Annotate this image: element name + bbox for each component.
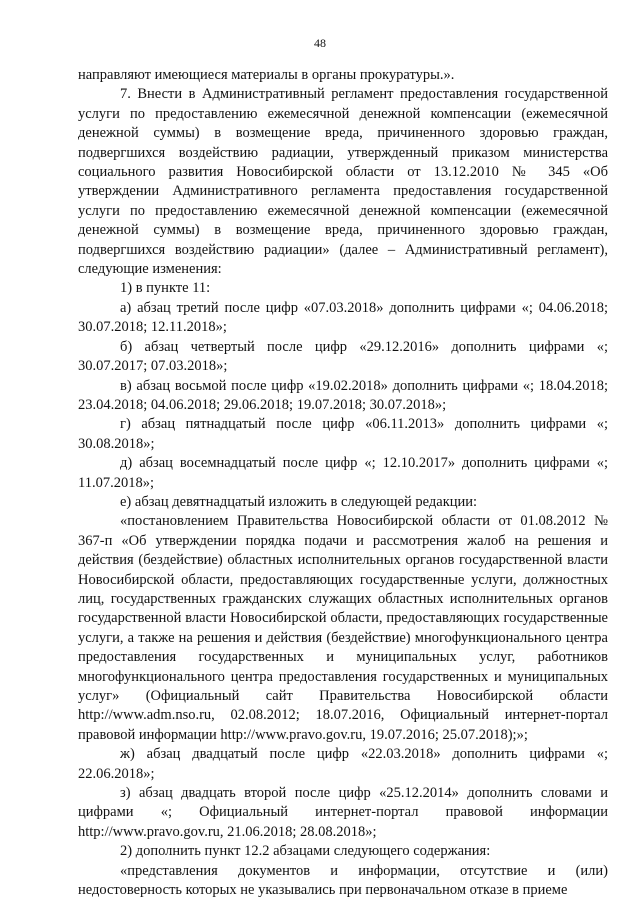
paragraph-subitem-1zh: ж) абзац двадцатый после цифр «22.03.2018» дополнить цифрами «; 22.06.2018»; [78,746,608,782]
paragraph-quoted-decree: «постановлением Правительства Новосибирской области от 01.08.2012 № 367-п «Об утверждении порядка подачи и рассмотрения жалоб на решения и действия (бездействие) областных исполнительных органов государственной власти Новосибирской области, предоставляющих государственные услуги, должностных лиц, государственных гражданских служащих областных исполнительных органов государственной власти Новосибирской области, предоставляющих государственные услуги, а также на решения и действия (бездействие) многофункционального центра предоставления государственных и муниципальных услуг, работников многофункционального центра предоставления государственных и муниципальных услуг» (Официальный сайт Правительства Новосибирской области http://www.adm.nso.ru, 02.08.2012; 18.07.2016, Официальный интернет-портал правовой информации http://www.pravo.gov.ru, 19.07.2016; 25.07.2018);»; [78,513,608,743]
paragraph-item-7-amendments: 7. Внести в Административный регламент предоставления государственной услуги по предоставлению ежемесячной денежной компенсации (ежемесячной денежной суммы) в возмещение вреда, причиненного здоровью граждан, подвергшихся воздействию радиации, утвержденный приказом министерства социального развития Новосибирской области от 13.12.2010 № 345 «Об утверждении Административного регламента предоставления государственной услуги по предоставлению ежемесячной денежной компенсации (ежемесячной денежной суммы) в возмещение вреда, причиненного здоровью граждан, подвергшихся воздействию радиации» (далее – Административный регламент), следующие изменения: [78,86,608,278]
paragraph-prosecutor-referral: направляют имеющиеся материалы в органы прокуратуры.». [78,67,455,83]
paragraph-subitem-1v: в) абзац восьмой после цифр «19.02.2018» дополнить цифрами «; 18.04.2018; 23.04.2018; 04.06.2018; 29.06.2018; 19.07.2018; 30.07.2018»; [78,377,608,413]
page-number: 48 [314,36,326,50]
document-body [78,66,608,900]
paragraph-subitem-2: 2) дополнить пункт 12.2 абзацами следующего содержания: [120,843,491,860]
paragraph-quoted-documents: «представления документов и информации, отсутствие и (или) недостоверность которых не указывались при первоначальном отказе в приеме [78,862,608,899]
paragraph-subitem-1z: з) абзац двадцать второй после цифр «25.12.2014» дополнить словами и цифрами «; Официальный интернет-портал правовой информации http://www.pravo.gov.ru, 21.06.2018; 28.08.2018»; [78,785,608,840]
paragraph-subitem-1g: г) абзац пятнадцатый после цифр «06.11.2013» дополнить цифрами «; 30.08.2018»; [78,416,608,452]
paragraph-subitem-1e: е) абзац девятнадцатый изложить в следующей редакции: [120,493,478,510]
paragraph-subitem-1d: д) абзац восемнадцатый после цифр «; 12.10.2017» дополнить цифрами «; 11.07.2018»; [78,455,608,491]
paragraph-subitem-1a: а) абзац третий после цифр «07.03.2018» дополнить цифрами «; 04.06.2018; 30.07.2018; 12.11.2018»; [78,299,608,336]
paragraph-subitem-1: 1) в пункте 11: [120,280,211,297]
paragraph-subitem-1b: б) абзац четвертый после цифр «29.12.2016» дополнить цифрами «; 30.07.2017; 07.03.2018»; [78,338,608,375]
